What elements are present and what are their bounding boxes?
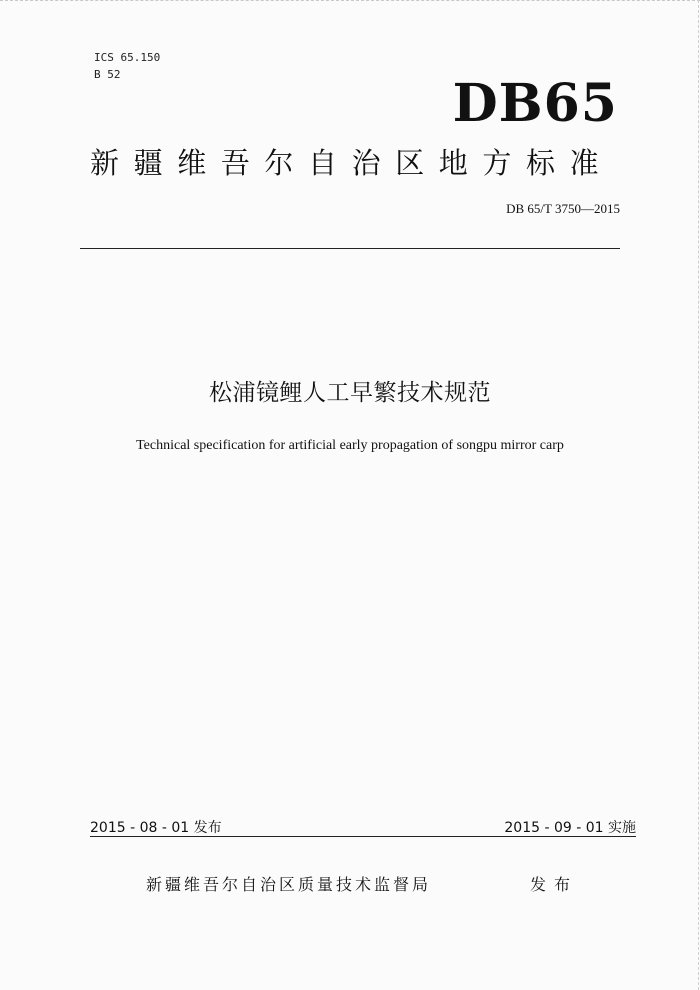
header-divider [80, 248, 620, 249]
standard-type-title: 新疆维吾尔自治区地方标准 [90, 146, 614, 180]
ics-code: ICS 65.150 [94, 51, 161, 64]
standard-logo: DB65 [452, 73, 618, 134]
implement-date: 2015 - 09 - 01 实施 [504, 820, 636, 836]
document-title-english: Technical specification for artificial early propagation of songpu mirror carp [136, 438, 564, 453]
issue-label: 发布 [530, 875, 579, 894]
ccs-code: B 52 [94, 68, 121, 81]
footer-divider [90, 836, 636, 837]
issuing-authority: 新疆维吾尔自治区质量技术监督局 [146, 875, 432, 894]
document-title-chinese: 松浦镜鲤人工早繁技术规范 [209, 380, 491, 406]
publish-date: 2015 - 08 - 01 发布 [90, 820, 222, 836]
scan-edge-top [0, 0, 700, 5]
standard-number: DB 65/T 3750—2015 [506, 201, 620, 216]
scan-edge-right [698, 0, 699, 990]
